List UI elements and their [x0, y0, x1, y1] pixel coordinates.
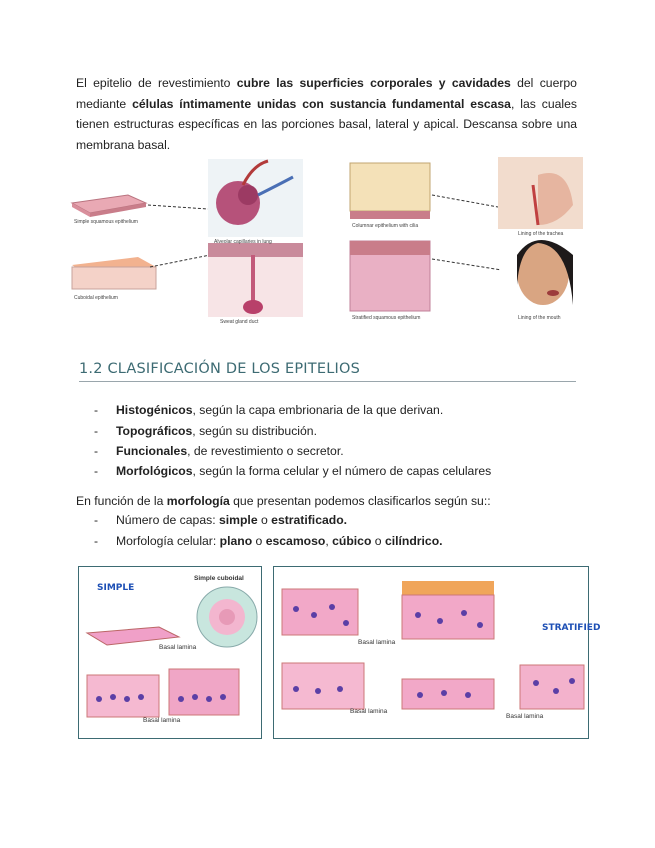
section-heading: 1.2 CLASIFICACIÓN DE LOS EPITELIOS	[79, 361, 360, 377]
caption-stratified: Stratified squamous epithelium	[352, 315, 421, 321]
caption-squamous: Simple squamous epithelium	[74, 219, 138, 225]
list-item: - Topográficos, según su distribución.	[94, 424, 317, 438]
simple-label: SIMPLE	[97, 583, 135, 593]
basal-lamina-label: Basal lamina	[143, 717, 181, 724]
simple-epithelium-figure	[78, 566, 262, 739]
stratified-label: STRATIFIED	[542, 623, 601, 633]
list-item: - Número de capas: simple o estratificado.	[94, 513, 348, 527]
intro-bold: células íntimamente unidas con sustancia fundamental escasa	[132, 96, 511, 111]
intro-paragraph	[76, 73, 577, 155]
intro-bold: cubre las superficies corporales y cavidades	[236, 76, 511, 90]
epithelium-figure	[68, 155, 588, 330]
intro-text: El epitelio de revestimiento	[76, 76, 237, 90]
caption-alveoli: Alveolar capillaries in lung	[214, 239, 272, 245]
list-item: - Morfológicos, según la forma celular y el número de capas celulares	[94, 464, 492, 478]
epithelium-illustration	[68, 155, 588, 330]
morphology-paragraph: En función de la morfología que presentan podemos clasificarlos según su::	[76, 494, 491, 508]
basal-lamina-label: Basal lamina	[350, 708, 388, 715]
list-item: - Funcionales, de revestimiento o secretor.	[94, 444, 344, 458]
caption-cuboidal: Cuboidal epithelium	[74, 295, 118, 301]
basal-lamina-label: Basal lamina	[159, 644, 197, 651]
basal-lamina-label: Basal lamina	[358, 639, 396, 646]
list-item: - Histogénicos, según la capa embrionaria de la que derivan.	[94, 403, 444, 417]
caption-columnar: Columnar epithelium with cilia	[352, 223, 419, 229]
intro-text: , las cuales tienen estructuras específicas en las porciones basal, lateral y apical. Descansa sobre una membrana basal.	[76, 96, 577, 152]
simple-cuboidal-label: Simple cuboidal	[194, 575, 244, 582]
caption-trachea: Lining of the trachea	[518, 231, 564, 237]
stratified-epithelium-figure	[273, 566, 601, 739]
caption-mouth: Lining of the mouth	[518, 315, 561, 321]
list-item: - Morfología celular: plano o escamoso, cúbico o cilíndrico.	[94, 534, 443, 548]
caption-gland: Sweat gland duct	[220, 319, 259, 325]
intro-text: del cuerpo mediante	[76, 76, 577, 111]
basal-lamina-label: Basal lamina	[506, 713, 544, 720]
heading-rule	[79, 381, 576, 382]
